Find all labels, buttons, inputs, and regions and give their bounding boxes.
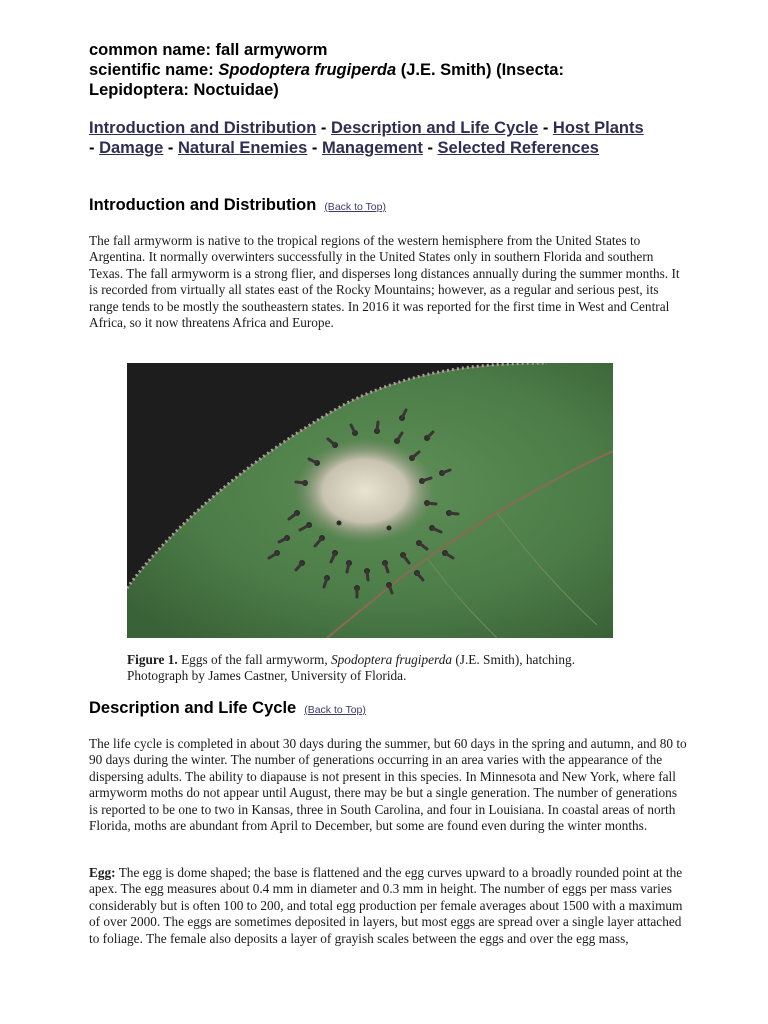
intro-heading-row	[89, 196, 386, 215]
section-nav	[89, 118, 649, 158]
nav-link-introduction[interactable]: Introduction and Distribution	[89, 119, 317, 137]
egg-paragraph	[89, 865, 689, 947]
caption-species: Spodoptera frugiperda	[331, 652, 453, 667]
nav-separator: -	[311, 139, 318, 157]
nav-link-management[interactable]: Management	[321, 139, 423, 157]
nav-separator: -	[89, 139, 95, 157]
scientific-name-label: scientific name:	[89, 61, 214, 79]
document-page	[89, 40, 689, 946]
common-name-value: fall armyworm	[215, 41, 328, 59]
scientific-name-author: (J.E. Smith) (Insecta:	[400, 61, 564, 79]
figure-1-caption	[127, 652, 607, 684]
nav-link-description[interactable]: Description and Life Cycle	[331, 119, 539, 137]
nav-link-host-plants[interactable]: Host Plants	[552, 119, 644, 137]
nav-link-natural-enemies[interactable]: Natural Enemies	[177, 139, 308, 157]
life-cycle-heading: Description and Life Cycle	[89, 699, 297, 717]
caption-credit: (J.E. Smith), hatching. Photograph by James Castner, University of Florida.	[127, 652, 576, 683]
intro-back-to-top-link[interactable]: (Back to Top)	[324, 201, 386, 213]
nav-link-references[interactable]: Selected References	[437, 139, 599, 157]
life-back-to-top-link[interactable]: (Back to Top)	[304, 704, 366, 716]
caption-text: Eggs of the fall armyworm,	[181, 652, 328, 667]
nav-separator: -	[542, 119, 549, 137]
intro-paragraph: The fall armyworm is native to the tropical regions of the western hemisphere from the United States to Argentina. It normally overwinters successfully in the United States only in southern Florida and southern Texas. The fall armyworm is a strong flier, and disperses long distances annually during the summer months. It is recorded from virtually all states east of the Rocky Mountains; however, as a regular and serious pest, its range tends to be mostly the southeastern states. In 2016 it was reported for the first time in West and Central Africa, so it now threatens Africa and Europe.	[89, 233, 680, 331]
species-header	[89, 40, 689, 100]
figure-1-photo	[127, 363, 613, 638]
life-heading-row	[89, 699, 366, 718]
intro-heading: Introduction and Distribution	[89, 196, 317, 214]
egg-label: Egg:	[89, 865, 116, 880]
nav-separator: -	[320, 119, 327, 137]
life-cycle-paragraph: The life cycle is completed in about 30 days during the summer, but 60 days in the spring and autumn, and 80 to 90 days during the winter. The number of generations occurring in an area varies with the appearance of the dispersing adults. The ability to diapause is not present in this species. In Minnesota and New York, where fall armyworm moths do not appear until August, there may be but a single generation. The number of generations is reported to be one to two in Kansas, three in South Carolina, and four in Louisiana. In coastal areas of north Florida, moths are abundant from April to December, but some are found even during the winter months.	[89, 736, 687, 834]
nav-link-damage[interactable]: Damage	[99, 139, 164, 157]
common-name-label: common name:	[89, 41, 211, 59]
nav-separator: -	[167, 139, 174, 157]
figure-1-label: Figure 1.	[127, 652, 178, 667]
scientific-name-line	[89, 60, 689, 80]
nav-separator: -	[427, 139, 433, 157]
egg-text: The egg is dome shaped; the base is flattened and the egg curves upward to a broadly rounded point at the apex. The egg measures about 0.4 mm in diameter and 0.3 mm in height. The number of eggs per mass varies considerably but is often 100 to 200, and total egg production per female averages about 1500 with a maximum of over 2000. The eggs are sometimes deposited in layers, but most eggs are spread over a single layer attached to foliage. The female also deposits a layer of grayish scales between the eggs and over the egg mass,	[89, 865, 683, 946]
common-name-line	[89, 40, 689, 60]
scientific-name-italic: Spodoptera frugiperda	[218, 61, 397, 79]
classification-line: Lepidoptera: Noctuidae)	[89, 81, 279, 99]
